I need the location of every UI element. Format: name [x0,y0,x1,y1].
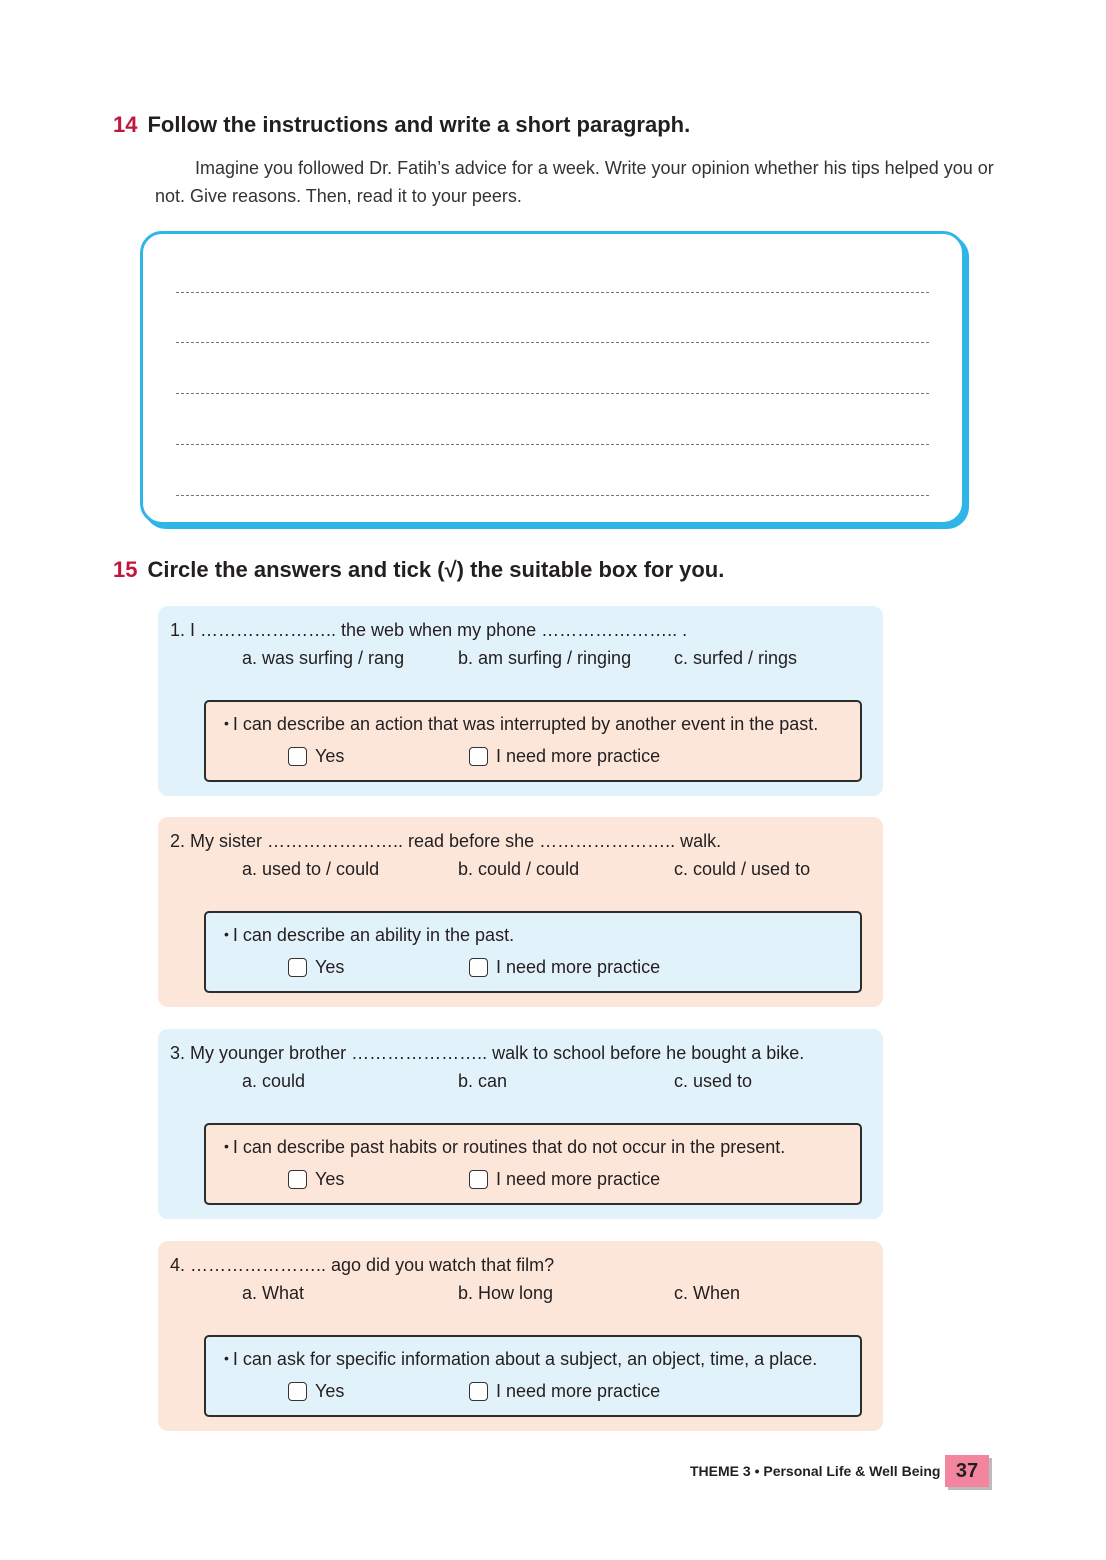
exercise-number: 14 [113,112,138,137]
can-do-statement: • I can ask for specific information about a subject, an object, time, a place. [224,1349,818,1369]
exercise-number: 15 [113,557,138,582]
checkbox-icon[interactable] [288,958,307,977]
option-a[interactable]: a. used to / could [242,859,380,879]
more-practice-label: I need more practice [496,1381,661,1401]
yes-option[interactable] [288,746,344,767]
question-panel-1 [158,606,883,796]
can-do-box [204,911,862,993]
exercise-15-heading [113,557,724,583]
question-panel-3 [158,1029,883,1219]
can-do-statement: • I can describe an action that was interrupted by another event in the past. [224,714,819,734]
instruction-text: Imagine you followed Dr. Fatih’s advice for a week. Write your opinion whether his tips helped you or not. Give reasons. Then, read it to your peers. [155,158,994,206]
writing-line[interactable] [176,495,929,496]
more-practice-option[interactable] [469,1169,660,1190]
yes-option[interactable] [288,1381,344,1402]
exercise-14-instruction [155,154,995,210]
question-panel-4 [158,1241,883,1431]
option-b[interactable]: b. am surfing / ringing [458,648,632,668]
writing-line[interactable] [176,292,929,293]
more-practice-option[interactable] [469,746,660,767]
option-b[interactable]: b. could / could [458,859,580,879]
option-a[interactable]: a. was surfing / rang [242,648,405,668]
more-practice-label: I need more practice [496,1169,661,1189]
exercise-title: Follow the instructions and write a short paragraph. [147,112,691,137]
writing-line[interactable] [176,444,929,445]
can-do-box [204,700,862,782]
question-text: 2. My sister ………………….. read before she ………………….. walk. [170,831,722,851]
yes-label: Yes [315,1381,345,1401]
bullet-icon: • [224,1350,229,1366]
option-a[interactable]: a. What [242,1283,305,1303]
option-a[interactable]: a. could [242,1071,306,1091]
can-do-statement: • I can describe past habits or routines that do not occur in the present. [224,1137,786,1157]
yes-label: Yes [315,1169,345,1189]
more-practice-option[interactable] [469,1381,660,1402]
exercise-title: Circle the answers and tick (√) the suitable box for you. [147,557,725,582]
footer-theme: THEME 3 • Personal Life & Well Being [690,1463,941,1479]
question-text: 1. I ………………….. the web when my phone ………………….. . [170,620,688,640]
checkbox-icon[interactable] [469,747,488,766]
checkbox-icon[interactable] [469,1382,488,1401]
writing-line[interactable] [176,393,929,394]
writing-area[interactable] [140,231,965,525]
checkbox-icon[interactable] [288,1170,307,1189]
checkbox-icon[interactable] [288,1382,307,1401]
more-practice-option[interactable] [469,957,660,978]
yes-option[interactable] [288,957,344,978]
exercise-14-heading [113,112,690,138]
option-c[interactable]: c. could / used to [674,859,811,879]
option-c[interactable]: c. used to [674,1071,753,1091]
yes-label: Yes [315,957,345,977]
checkbox-icon[interactable] [469,1170,488,1189]
option-c[interactable]: c. surfed / rings [674,648,798,668]
can-do-statement: • I can describe an ability in the past. [224,925,515,945]
option-c[interactable]: c. When [674,1283,741,1303]
page-number: 37 [945,1455,989,1487]
question-text: 4. ………………….. ago did you watch that film? [170,1255,555,1275]
bullet-icon: • [224,926,229,942]
yes-option[interactable] [288,1169,344,1190]
option-b[interactable]: b. How long [458,1283,554,1303]
question-text: 3. My younger brother ………………….. walk to school before he bought a bike. [170,1043,805,1063]
can-do-box [204,1335,862,1417]
checkbox-icon[interactable] [288,747,307,766]
can-do-box [204,1123,862,1205]
writing-line[interactable] [176,342,929,343]
more-practice-label: I need more practice [496,957,661,977]
question-panel-2 [158,817,883,1007]
more-practice-label: I need more practice [496,746,661,766]
yes-label: Yes [315,746,345,766]
bullet-icon: • [224,1138,229,1154]
option-b[interactable]: b. can [458,1071,508,1091]
bullet-icon: • [224,715,229,731]
checkbox-icon[interactable] [469,958,488,977]
